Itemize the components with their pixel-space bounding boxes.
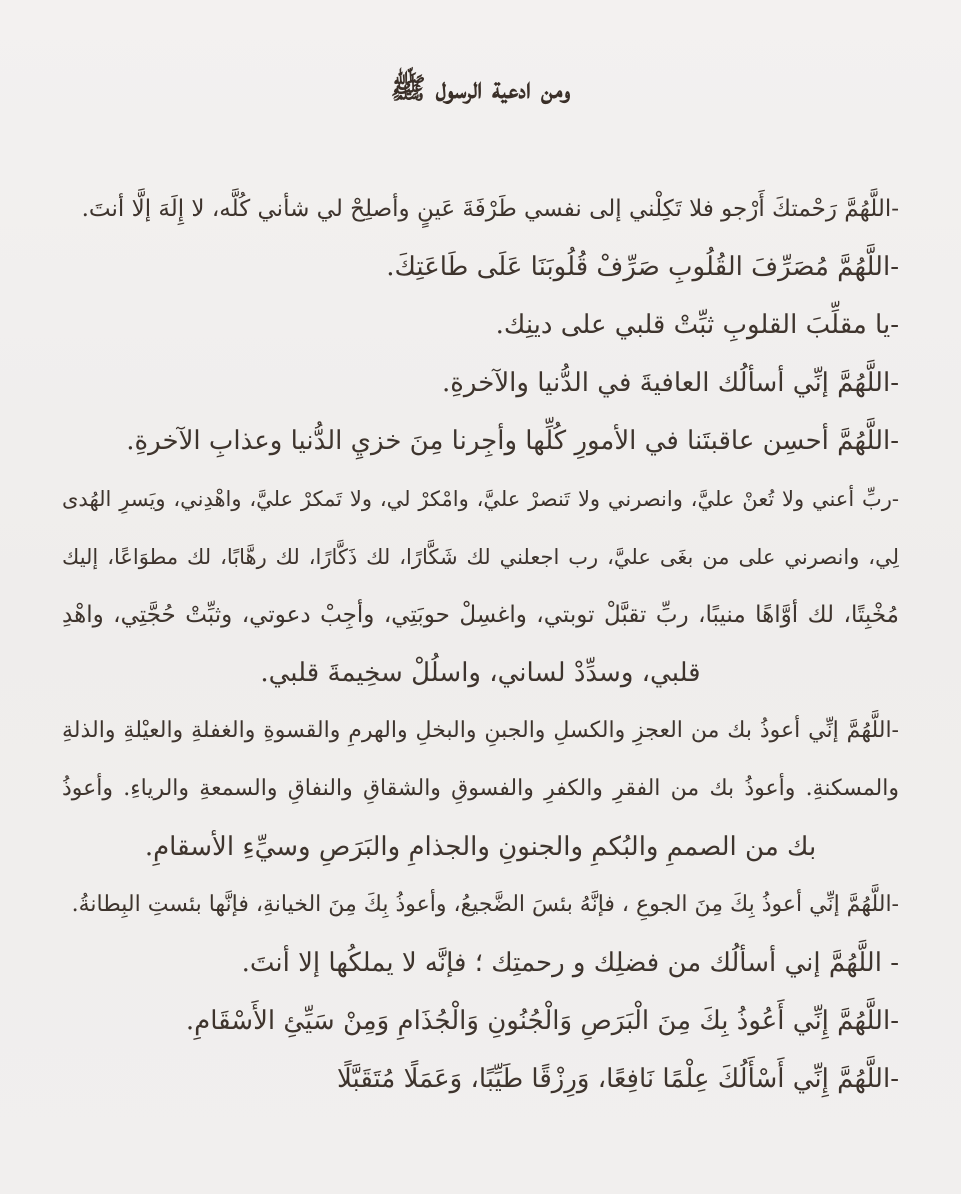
supplication-line: -اللَّهُمَّ إنِّي أسألُك العافيةَ في الدُّنيا والآخرةِ.: [442, 368, 899, 398]
supplication-line: -اللَّهُمَّ أحسِن عاقبتَنا في الأمورِ كُلِّها وأجِرنا مِنَ خزيِ الدُّنيا وعذابِ الآخرةِ.: [126, 426, 899, 456]
supplication-line: -اللَّهُمَّ إنِّي أعوذُ بِكَ مِنَ الجوعِ ، فإنَّهُ بئسَ الضَّجيعُ، وأعوذُ بِكَ مِنَ الخيانةِ، فإنَّها بئستِ البِطانةُ.: [71, 892, 899, 917]
supplication-line: بك من الصممِ والبُكمِ والجنونِ والجذامِ والبَرَصِ وسيِّءِ الأسقامِ.: [144, 832, 817, 862]
supplication-line: والمسكنةِ. وأعوذُ بك من الفقرِ والكفرِ والفسوقِ والشقاقِ والنفاقِ والسمعةِ والرياءِ. وأعوذُ: [62, 776, 899, 801]
supplication-line: -اللَّهُمَّ إِنِّي أَسْأَلُكَ عِلْمًا نَافِعًا، وَرِزْقًا طَيِّبًا، وَعَمَلًا مُتَقَبَّلًا: [337, 1064, 899, 1094]
supplication-line: مُخْبِتًا، لك أوَّاهًا منيبًا، ربِّ تقبَّلْ توبتي، واغسِلْ حوبَتِي، وأجِبْ دعوتي، وثبِّتْ حُجَّتِي، واهْدِ: [62, 602, 899, 628]
supplication-line: قلبي، وسدِّدْ لساني، واسلُلْ سخِيمةَ قلبي.: [260, 658, 701, 688]
supplication-line: -اللَّهُمَّ إِنِّي أَعُوذُ بِكَ مِنَ الْبَرَصِ وَالْجُنُونِ وَالْجُذَامِ وَمِنْ سَيِّئِ الأَسْقَامِ.: [185, 1006, 899, 1036]
supplication-line: -اللَّهُمَّ إنِّي أعوذُ بك من العجزِ والكسلِ والجبنِ والبخلِ والهرمِ والقسوةِ والغفلةِ والعيْلةِ والذلةِ: [62, 718, 899, 743]
supplication-line: -اللَّهُمَّ مُصَرِّفَ القُلُوبِ صَرِّفْ قُلُوبَنَا عَلَى طَاعَتِكَ.: [386, 252, 899, 282]
supplication-line: -اللَّهُمَّ رَحْمتكَ أَرْجو فلا تَكِلْني إلى نفسي طَرْفَةَ عَينٍ وأصلِحْ لي شأني كُلَّه، لا إِلَهَ إلَّا أنتَ.: [81, 196, 899, 222]
supplication-line: -ربِّ أعني ولا تُعنْ عليَّ، وانصرني ولا تَنصرْ عليَّ، وامْكرْ لي، ولا تَمكرْ عليَّ، واهْدِني، ويَسرِ الهُدى: [62, 487, 899, 511]
supplication-line: - اللَّهُمَّ إني أسألُك من فضلِك و رحمتِك ؛ فإنَّه لا يملكُها إلا أنتَ.: [241, 948, 899, 978]
supplication-line: لِي، وانصرني على من بغَى عليَّ، رب اجعلني لك شَكَّارًا، لك ذَكَّارًا، لك رهَّابًا، لك مطوَاعًا، إليك: [62, 545, 899, 569]
supplications-text: [62, 180, 899, 1108]
page-title: ومن ادعية الرسول ﷺ: [390, 71, 571, 105]
supplication-line: -يا مقلِّبَ القلوبِ ثبِّتْ قلبي على دينِك.: [495, 310, 899, 340]
